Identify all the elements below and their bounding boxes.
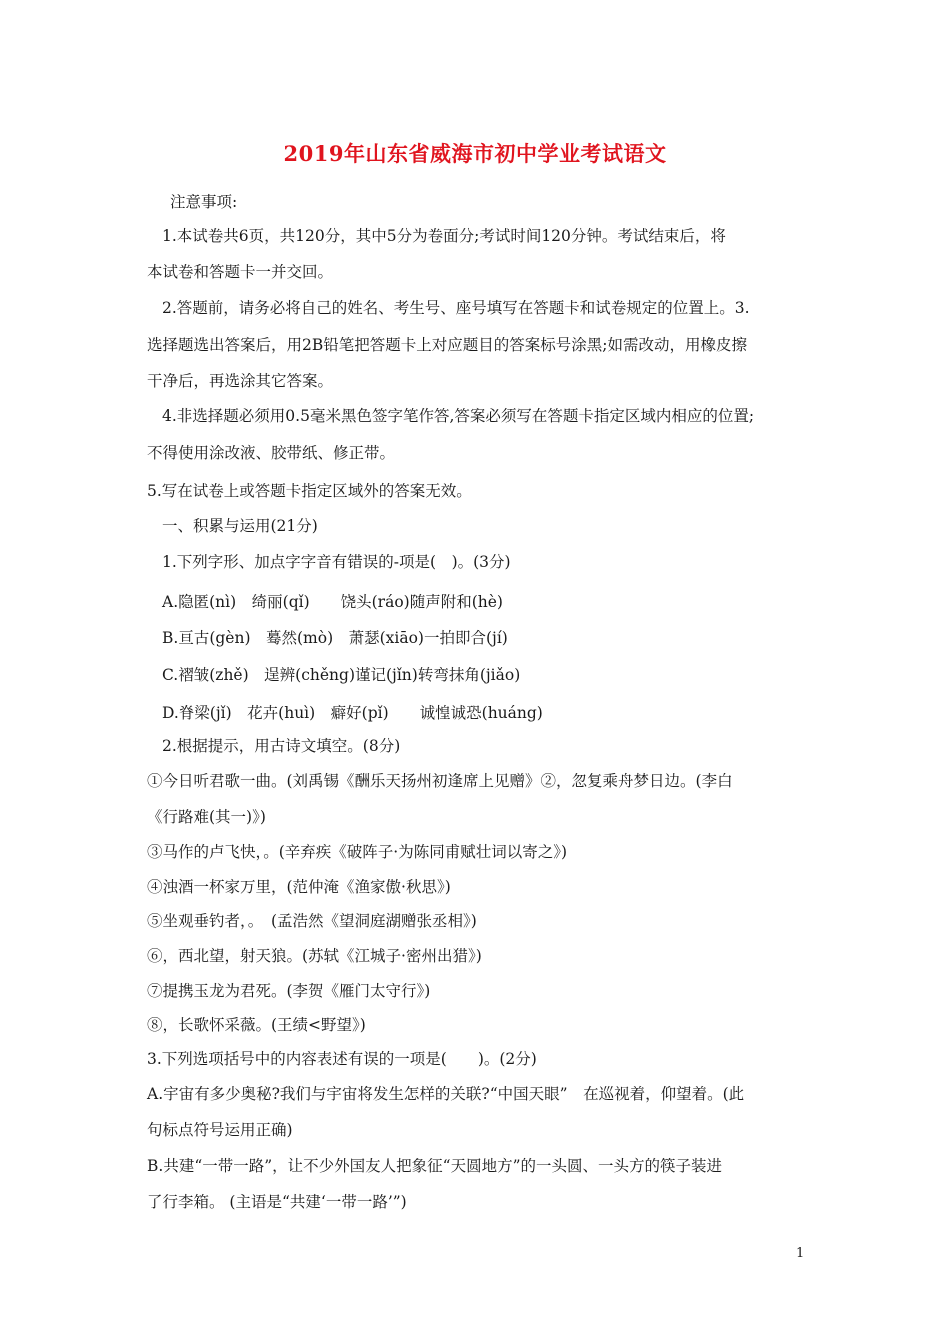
notice-item-1-cont: 本试卷和答题卡一并交回。 (147, 263, 334, 281)
question-2-item-1-cont: 《行路难(其一)》) (147, 808, 266, 826)
question-2-item-3: ③马作的卢飞快，。(辛弃疾《破阵子·为陈同甫赋壮词以寄之》) (147, 843, 568, 861)
question-2-item-6: ⑥，西北望，射天狼。(苏轼《江城子·密州出猎》) (147, 947, 482, 965)
notice-item-1: 1.本试卷共6页，共120分，其中5分为卷面分;考试时间120分钟。考试结束后，将 (162, 227, 726, 245)
notice-item-5: 5.写在试卷上或答题卡指定区域外的答案无效。 (147, 482, 472, 500)
section-heading: 一、积累与运用(21分) (162, 517, 318, 535)
question-3-option-a: A.宇宙有多少奥秘?我们与宇宙将发生怎样的关联?“中国天眼” 在巡视着，仰望着。(此 (147, 1085, 745, 1103)
question-1-option-a: A.隐匿(nì) 绮丽(qǐ) 饶头(ráo)随声附和(hè) (162, 593, 503, 611)
notice-item-2: 2.答题前，请务必将自己的姓名、考生号、座号填写在答题卡和试卷规定的位置上。3. (162, 299, 750, 317)
question-2-item-1: ①今日听君歌一曲。(刘禹锡《酬乐天扬州初逢席上见赠》②，忽复乘舟梦日边。(李白 (147, 772, 733, 790)
question-2-item-8: ⑧，长歌怀采薇。(王绩<野望》) (147, 1016, 366, 1034)
notice-heading: 注意事项: (170, 193, 238, 211)
question-3-option-b: B.共建“一带一路”，让不少外国友人把象征“天圆地方”的一头圆、一头方的筷子装进 (147, 1157, 723, 1175)
question-3-option-a-cont: 句标点符号运用正确) (147, 1121, 293, 1139)
question-2-item-5: ⑤坐观垂钓者，。 (孟浩然《望洞庭湖赠张丞相》) (147, 912, 477, 930)
question-3-option-b-cont: 了行李箱。 (主语是“共建‘一带一路’”) (147, 1193, 407, 1211)
notice-item-4-cont: 不得使用涂改液、胶带纸、修正带。 (147, 444, 396, 462)
notice-item-3: 选择题选出答案后，用2B铅笔把答题卡上对应题目的答案标号涂黑;如需改动，用橡皮擦 (147, 336, 747, 354)
question-2-item-4: ④浊酒一杯家万里，(范仲淹《渔家傲·秋思》) (147, 878, 451, 896)
notice-item-3-cont: 干净后，再选涂其它答案。 (147, 372, 334, 390)
page-number: 1 (796, 1246, 805, 1261)
question-3: 3.下列选项括号中的内容表述有误的一项是( )。(2分) (147, 1050, 537, 1068)
question-1: 1.下列字形、加点字字音有错误的-项是( )。(3分) (162, 553, 511, 571)
question-2-item-7: ⑦提携玉龙为君死。(李贺《雁门太守行》) (147, 982, 431, 1000)
question-1-option-c: C.褶皱(zhě) 逞辨(chěng)谨记(jǐn)转弯抹角(jiǎo) (162, 666, 521, 684)
question-1-option-b: B.亘古(gèn) 蓦然(mò) 萧瑟(xiāo)一拍即合(jí) (162, 629, 508, 647)
notice-item-4: 4.非选择题必须用0.5毫米黑色签字笔作答,答案必须写在答题卡指定区域内相应的位置; (162, 407, 755, 425)
question-2: 2.根据提示，用古诗文填空。(8分) (162, 737, 401, 755)
page-title: 2019年山东省威海市初中学业考试语文 (283, 141, 667, 166)
question-1-option-d: D.脊梁(jǐ) 花卉(huì) 癖好(pǐ) 诚惶诚恐(huáng) (162, 704, 543, 722)
